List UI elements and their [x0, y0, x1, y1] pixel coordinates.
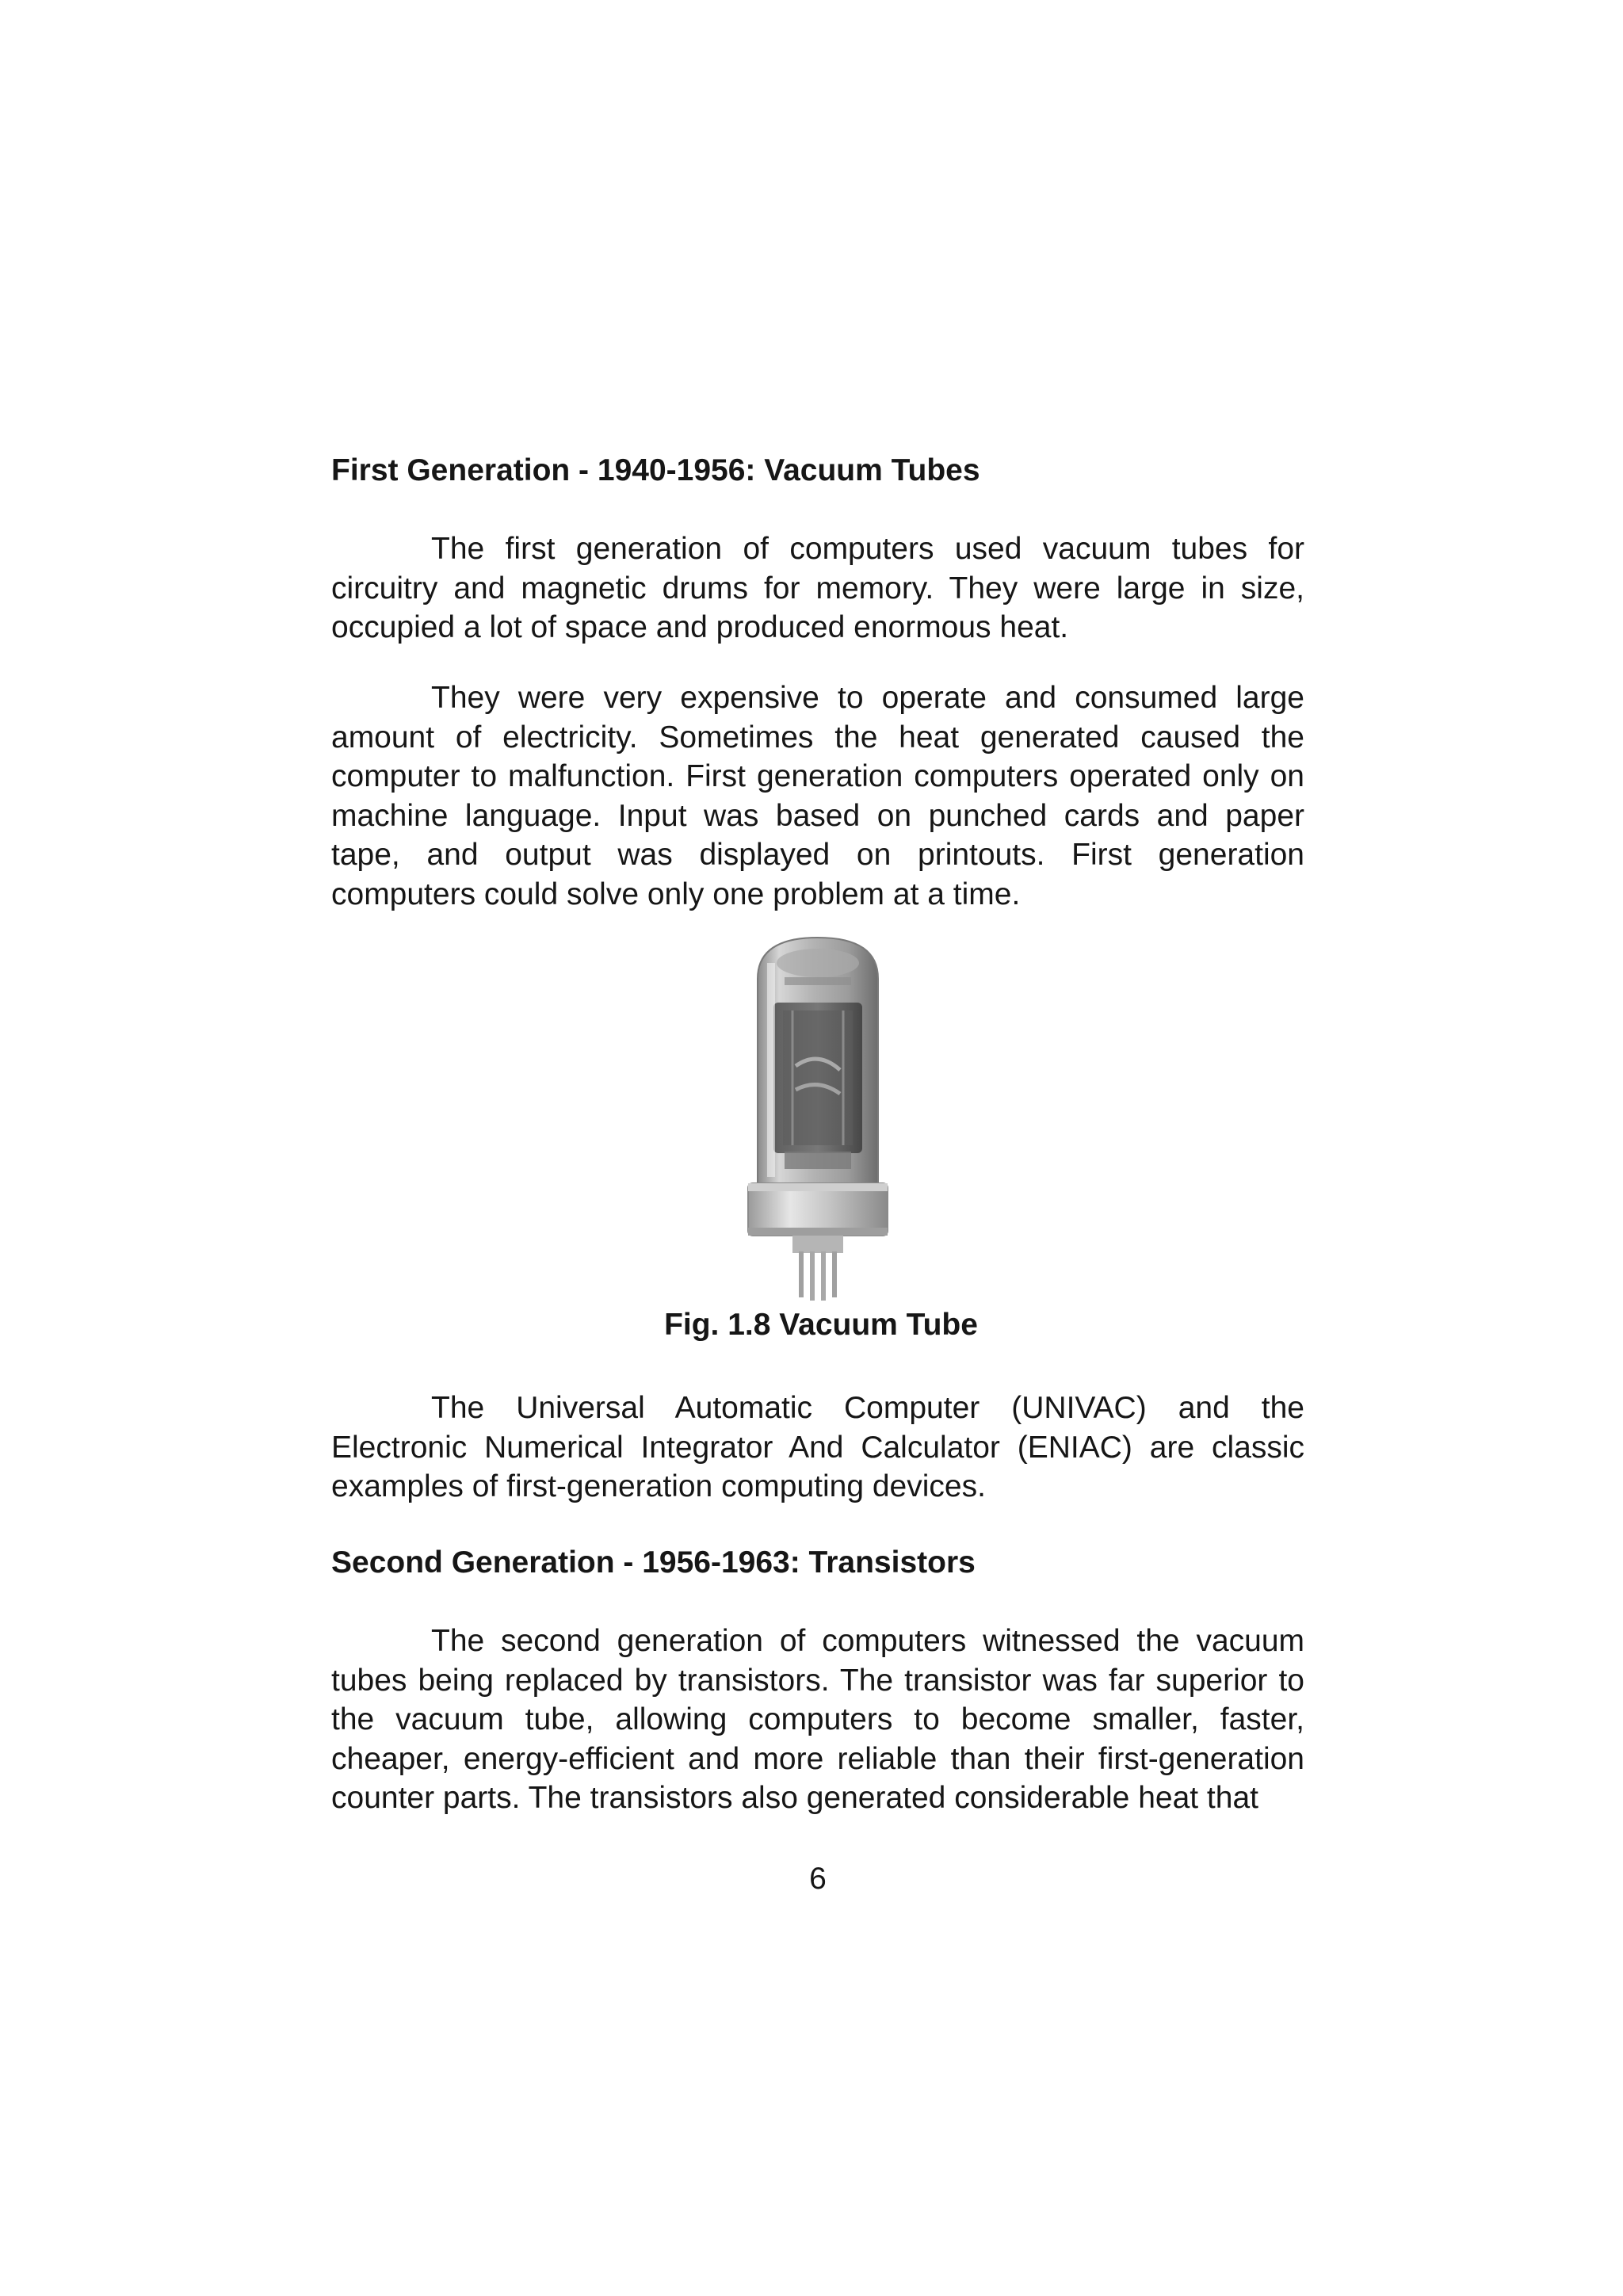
section-heading-second-generation: Second Generation - 1956-1963: Transistors [331, 1545, 976, 1580]
figure-caption: Fig. 1.8 Vacuum Tube [664, 1308, 978, 1342]
section-heading-first-generation: First Generation - 1940-1956: Vacuum Tubes [331, 453, 980, 487]
paragraph-first-generation-intro: The first generation of computers used vacuum tubes for circuitry and magnetic drums for memory. They were large in size, occupied a lot of space and produced enormous heat. [331, 532, 1304, 644]
page-number: 6 [809, 1862, 827, 1896]
vacuum-tube-photo-icon [737, 931, 899, 1304]
paragraph-second-generation: The second generation of computers witnessed the vacuum tubes being replaced by transistors. The transistor was far superior to the vacuum tube, allowing computers to become smaller, faster, cheaper, energy-efficient and more reliable than their first-generation counter parts. The transistors also generated considerable heat that [331, 1624, 1304, 1815]
paragraph-univac-eniac: The Universal Automatic Computer (UNIVAC) and the Electronic Numerical Integrator And Calculator (ENIAC) are classic examples of first-generation computing devices. [331, 1391, 1304, 1503]
paragraph-first-generation-details: They were very expensive to operate and consumed large amount of electricity. Sometimes the heat generated caused the computer to malfunction. First generation computers operated only on machine language. Input was based on punched cards and paper tape, and output was displayed on printouts. First generation computers could solve only one problem at a time. [331, 681, 1304, 911]
figure-vacuum-tube [331, 931, 1304, 1304]
document-page [331, 0, 1304, 2296]
